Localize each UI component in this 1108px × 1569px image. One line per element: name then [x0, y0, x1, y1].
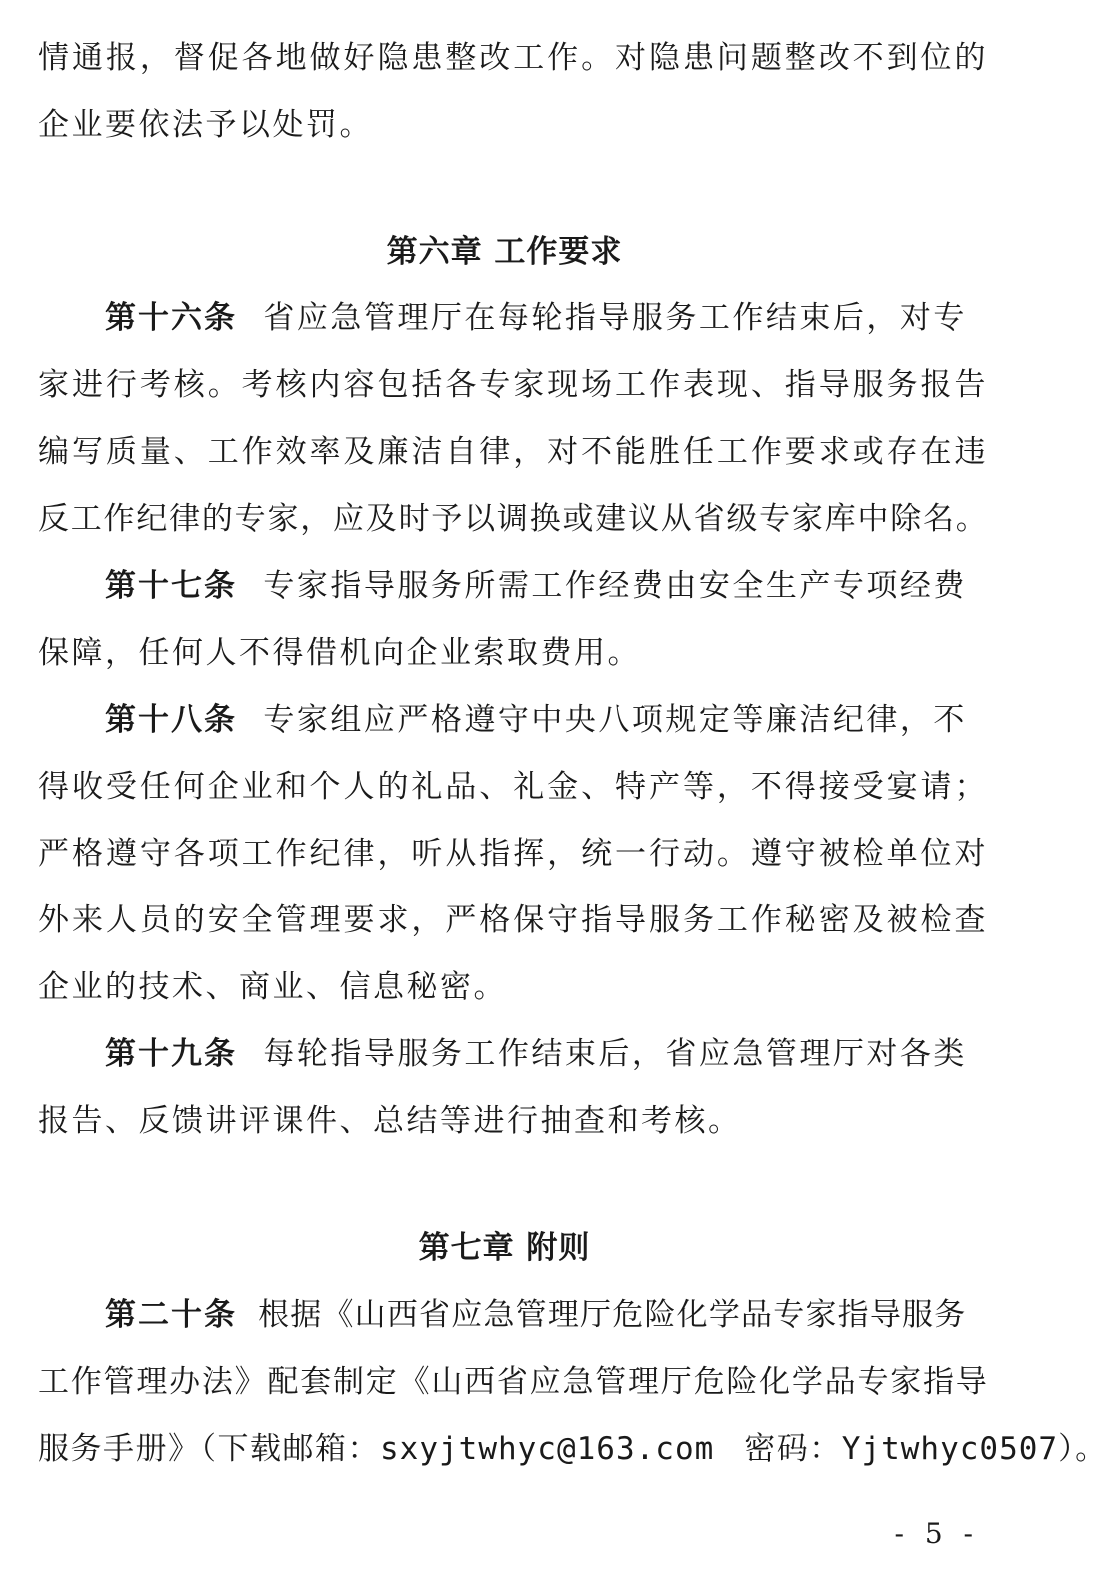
article-19-text: 每轮指导服务工作结束后，省应急管理厅对各类: [263, 1036, 967, 1072]
article-20-line-3-suffix: ）。: [1058, 1431, 1108, 1467]
password-label: 密码：: [744, 1431, 842, 1467]
article-20-line-2: 工作管理办法》配套制定《山西省应急管理厅危险化学品专家指导: [38, 1364, 988, 1400]
article-18-label: 第十八条: [105, 702, 237, 738]
article-16-line-4: 反工作纪律的专家，应及时予以调换或建议从省级专家库中除名。: [38, 501, 988, 537]
article-16-text: 省应急管理厅在每轮指导服务工作结束后，对专: [263, 300, 967, 336]
article-19-line-2: 报告、反馈讲评课件、总结等进行抽查和考核。: [38, 1103, 742, 1139]
article-16-line-3: 编写质量、工作效率及廉洁自律，对不能胜任工作要求或存在违: [38, 434, 988, 470]
article-19-first-line: [105, 1034, 988, 1074]
password-value: Yjtwhyc0507: [841, 1431, 1059, 1467]
article-16-line-2: 家进行考核。考核内容包括各专家现场工作表现、指导服务报告: [38, 367, 988, 403]
article-17-text: 专家指导服务所需工作经费由安全生产专项经费: [263, 568, 967, 604]
article-18-line-3: 严格遵守各项工作纪律，听从指挥，统一行动。遵守被检单位对: [38, 836, 988, 872]
prev-section-line-2: 企业要依法予以处罚。: [38, 107, 373, 143]
article-18-text: 专家组应严格遵守中央八项规定等廉洁纪律，不: [263, 702, 967, 738]
prev-section-line-1: 情通报，督促各地做好隐患整改工作。对隐患问题整改不到位的: [38, 40, 988, 76]
article-17-line-2: 保障，任何人不得借机向企业索取费用。: [38, 635, 641, 671]
article-16-first-line: [105, 298, 988, 338]
article-20-line-3: [38, 1429, 1108, 1469]
article-18-line-2: 得收受任何企业和个人的礼品、礼金、特产等，不得接受宴请；: [38, 769, 988, 805]
download-email: sxyjtwhyc@163.com: [380, 1431, 715, 1467]
article-20-label: 第二十条: [105, 1297, 237, 1333]
article-20-first-line: [105, 1295, 988, 1335]
chapter-6-heading: 第六章 工作要求: [386, 234, 623, 270]
chapter-7-heading: 第七章 附则: [418, 1230, 591, 1266]
article-20-text: 根据《山西省应急管理厅危险化学品专家指导服务: [258, 1297, 967, 1333]
article-16-label: 第十六条: [105, 300, 237, 336]
article-18-first-line: [105, 700, 988, 740]
article-19-label: 第十九条: [105, 1036, 237, 1072]
article-17-first-line: [105, 566, 988, 606]
article-17-label: 第十七条: [105, 568, 237, 604]
article-18-line-5: 企业的技术、商业、信息秘密。: [38, 969, 507, 1005]
article-20-line-3-prefix: 服务手册》（下载邮箱：: [38, 1431, 380, 1467]
article-18-line-4: 外来人员的安全管理要求，严格保守指导服务工作秘密及被检查: [38, 902, 988, 938]
page-number: - 5 -: [894, 1517, 979, 1550]
